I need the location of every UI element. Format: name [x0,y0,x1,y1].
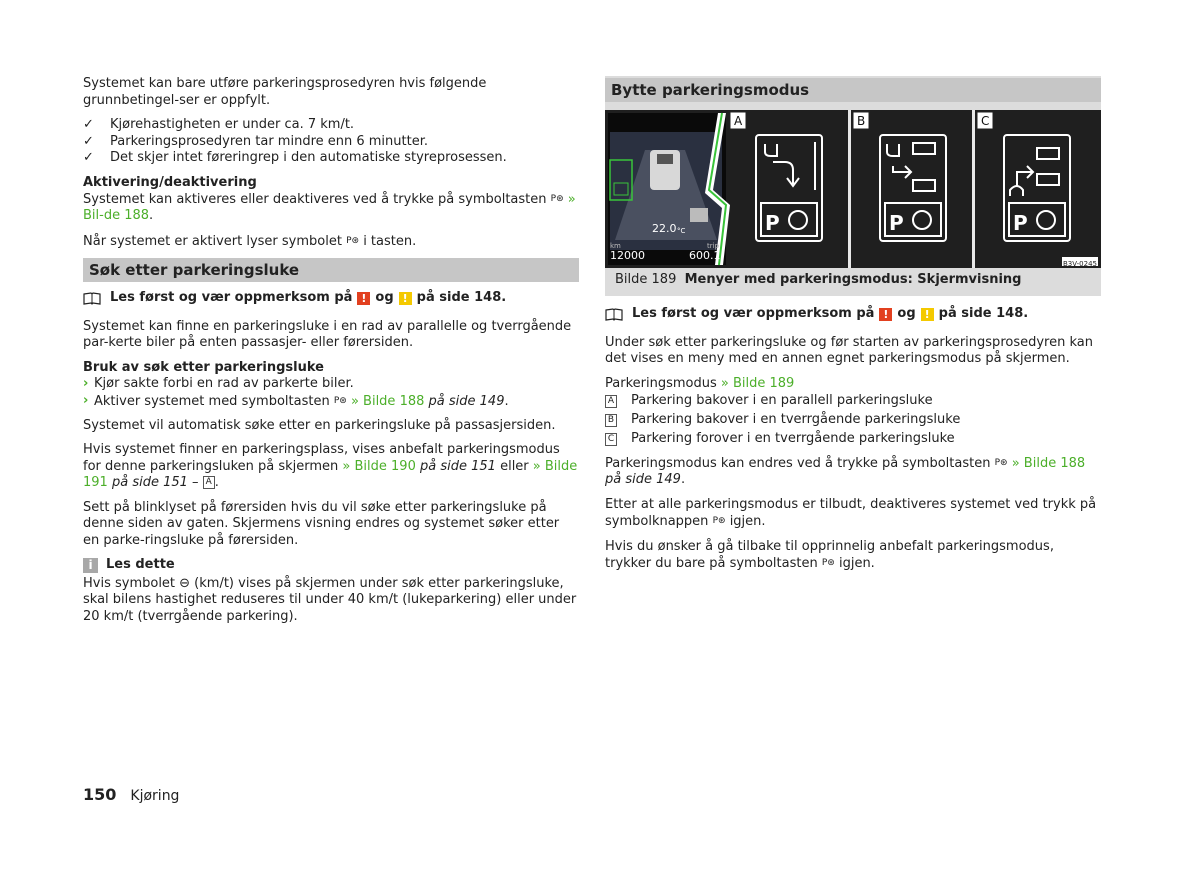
auto-search-paragraph: Systemet vil automatisk søke etter en parkeringsluke på passasjersiden. [83,417,556,433]
search-paragraph: Systemet kan finne en parkeringsluke i en rad av parallelle og tverrgående par-kerte biler på enten passasjer- eller førersiden. [83,318,572,350]
read-first-note: Les først og vær oppmerksom på ! og ! på side 148. [83,290,579,307]
check-icon: ✓ [83,117,94,132]
figure-caption: Bilde 189 Menyer med parkeringsmodus: Skjermvisning [605,264,1101,296]
warning-icon: ! [357,292,370,305]
park-assist-icon: P⊛ [333,395,347,406]
modes-list [605,392,1101,449]
park-assist-icon: P⊛ [712,516,726,527]
figure-link[interactable]: » Bilde 190 [342,458,416,474]
figure-image [605,110,1101,268]
figure-label-box: A [203,476,215,489]
figure-link[interactable]: » Bilde 191 [83,458,578,491]
figure-label-c: C [981,114,990,128]
figure-code: B3V-0245 [1063,260,1097,268]
list-item: ✓ Kjørehastigheten er under ca. 7 km/t. [83,117,355,132]
list-item: A Parkering bakover i en parallell parkeringsluke [605,392,1101,411]
info-icon: i [83,558,98,573]
check-icon: ✓ [83,150,94,165]
activation-heading: Aktivering/deaktivering [83,174,257,190]
figure-label-a: A [734,114,743,128]
odometer-value: 12000 [610,249,645,262]
figure-link[interactable]: » Bilde 188 [1011,455,1086,471]
page-footer [83,787,179,805]
arrow-icon: › [83,376,89,391]
all-modes-paragraph: Etter at alle parkeringsmodus er tilbudt, deaktiveres systemet ved trykk på symbolknappen P⊛ igjen. [605,496,1097,529]
read-first-note: Les først og vær oppmerksom på ! og ! på side 148. [605,306,1101,323]
step-item: › Aktiver systemet med symboltasten P⊛ » Bilde 188 på side 149. [83,392,509,409]
change-paragraph: Parkeringsmodus kan endres ved å trykke på symboltasten P⊛ » Bilde 188 på side 149. [605,455,1086,488]
park-assist-icon: P⊛ [994,458,1008,468]
svg-text:P: P [765,211,780,235]
conditions-list [83,117,579,167]
svg-text:P: P [889,211,904,235]
chapter-title: Kjøring [130,788,180,804]
found-paragraph: Hvis systemet finner en parkeringsplass, vises anbefalt parkeringsmodus for denne parkeringsluken på skjermen » Bilde 190 på side 151 eller » Bilde 191 på side 151 – A . [83,442,578,491]
figure-label-box: C [605,433,617,446]
book-icon [605,308,623,320]
figure-label-box: B [605,414,617,427]
park-assist-icon: P⊛ [550,194,564,204]
modes-heading: Parkeringsmodus » Bilde 189 [605,375,795,391]
menu-paragraph: Under søk etter parkeringsluke og før starten av parkeringsprosedyren kan det vises en meny med en annen egnet parkeringsmodus på skjermen. [605,334,1093,366]
list-item: ✓ Parkeringsprosedyren tar mindre enn 6 minutter. [83,133,428,149]
temperature-unit: °C [677,227,686,235]
section-heading-search: Søk etter parkeringsluke [83,258,579,282]
book-icon [83,292,101,304]
list-item: B Parkering bakover i en tverrgående parkeringsluke [605,411,1101,430]
use-heading: Bruk av søk etter parkeringsluke [83,359,324,375]
caution-icon: ! [399,292,412,305]
warning-icon: ! [879,308,892,321]
figure-189 [605,76,1101,268]
figure-link[interactable]: » Bil-de 188 [83,191,576,224]
page-number: 150 [83,785,117,804]
section-heading-change: Bytte parkeringsmodus [605,78,1101,102]
park-assist-icon: P⊛ [346,235,360,246]
trip-value: 600.1 [689,249,721,262]
list-item: C Parkering forover i en tverrgående parkeringsluke [605,430,1101,449]
figure-label-b: B [857,114,866,128]
note-heading: i Les dette [83,557,579,574]
caution-icon: ! [921,308,934,321]
left-column [83,76,579,633]
figure-link[interactable]: » Bilde 188 [350,393,425,409]
back-paragraph: Hvis du ønsker å gå tilbake til opprinnelig anbefalt parkeringsmodus, trykker du bare på symboltasten P⊛ igjen. [605,538,1054,571]
temperature-value: 22.0 [652,222,677,235]
blinker-paragraph: Sett på blinklyset på førersiden hvis du vil søke etter parkeringsluke på denne siden av gaten. Skjermens visning endres og systemet søker etter en parke-ringsluke på førersiden. [83,499,560,548]
right-column [605,76,1101,580]
figure-label-box: A [605,395,617,408]
svg-text:P: P [1013,211,1028,235]
intro-paragraph: Systemet kan bare utføre parkeringsprosedyren hvis følgende grunnbetingel-ser er oppfylt. [83,76,487,108]
list-item: ✓ Det skjer intet føreringrep i den automatiske styreprosessen. [83,150,507,165]
km-label: km [610,242,621,250]
note-paragraph: Hvis symbolet ⊖ (km/t) vises på skjermen under søk etter parkeringsluke, skal bilens hastighet reduseres til under 40 km/t (lukeparkering) eller under 20 km/t (tverrgående parkering). [83,575,577,624]
park-assist-icon: P⊛ [821,558,835,568]
activation-paragraph: Systemet kan aktiveres eller deaktiveres ved å trykke på symboltasten P⊛ » Bil-de 188. [83,191,576,224]
arrow-icon: › [83,392,89,408]
activated-paragraph: Når systemet er aktivert lyser symbolet P⊛ i tasten. [83,233,417,249]
figure-link[interactable]: » Bilde 189 [720,375,795,391]
step-item: › Kjør sakte forbi en rad av parkerte biler. [83,376,354,391]
check-icon: ✓ [83,133,94,149]
trip-label: trip [707,242,720,250]
